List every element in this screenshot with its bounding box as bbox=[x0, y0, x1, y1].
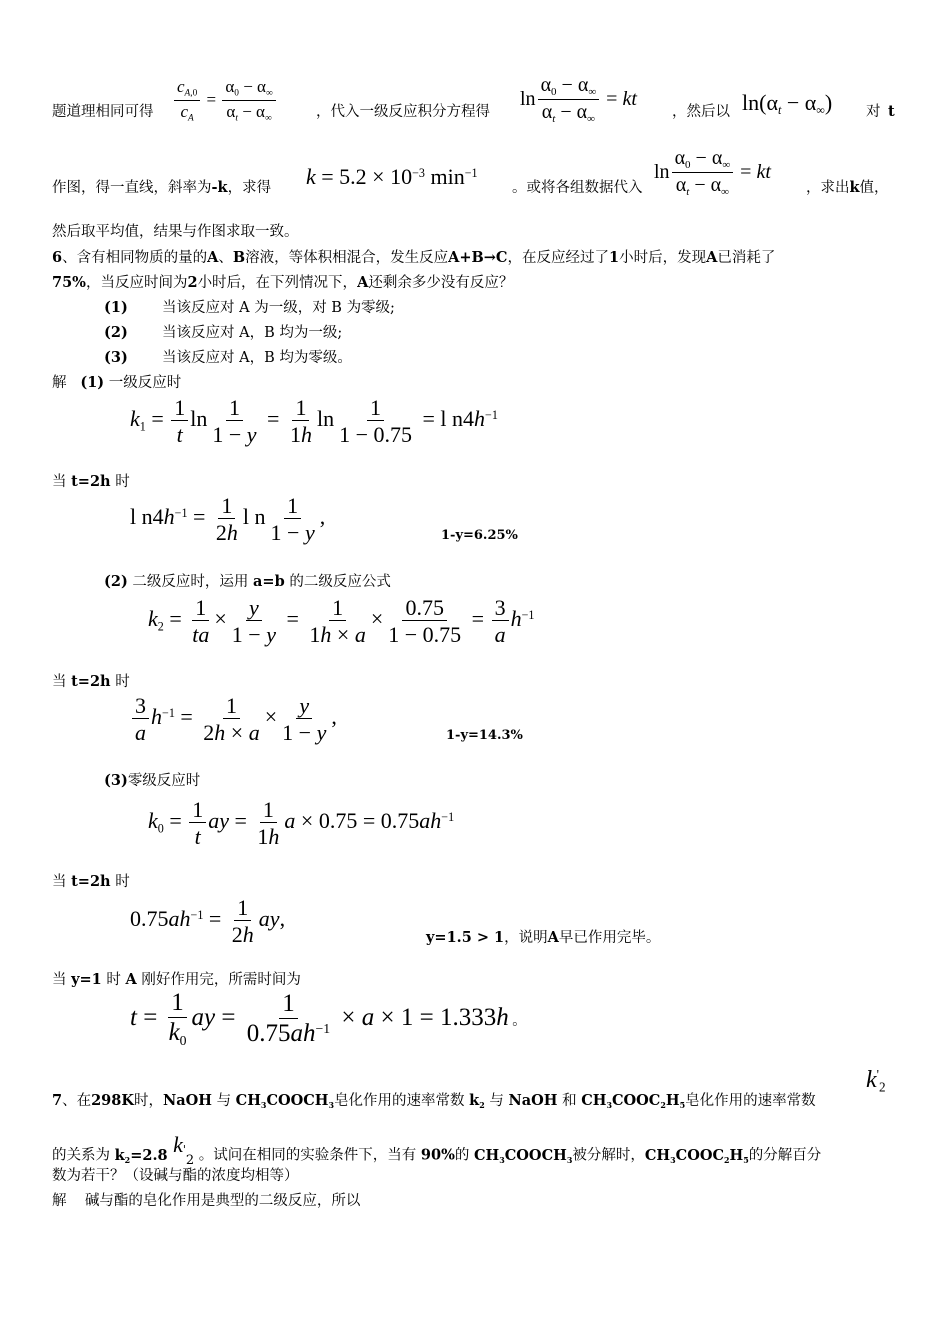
text-line: 作图，得一直线，斜率为-k，求得 bbox=[52, 179, 272, 196]
question-7-cont: 数为若干？（设碱与酯的浓度均相等） bbox=[52, 1168, 299, 1184]
case-text: 当该反应对 A，B 均为零级。 bbox=[162, 350, 352, 366]
case-number: (2) bbox=[104, 324, 128, 341]
equation: $0.75ah^{-1}$ = $\frac{1}{2h}$ ay, bbox=[130, 895, 286, 948]
solution-heading: 解 (1) 一级反应时 bbox=[52, 374, 182, 391]
equation: $k_2$ = $\frac{1}{ta}$ × $\frac{y}{1 - y}$ = $\frac{1}{1h \times a}$ × $\frac{0.75}{1 - 0.75}$ = $\frac{3}{a}$ $h^{-1}$ bbox=[148, 595, 535, 648]
case-number: (1) bbox=[104, 299, 128, 316]
result-line: y=1.5 > 1，说明A早已作用完毕。 bbox=[426, 929, 661, 946]
solution-heading: (3)零级反应时 bbox=[104, 772, 201, 789]
equation: ln $\frac{\alpha_0 - \alpha_\infty}{\alpha_t - \alpha_\infty}$ = kt bbox=[520, 74, 637, 126]
equation: $\frac{3}{a}$ $h^{-1}$ = $\frac{1}{2h \times a}$ × $\frac{y}{1 - y}$ , bbox=[130, 694, 337, 744]
question-6: 6、含有相同物质的量的A、B溶液，等体积相混合，发生反应A+B→C，在反应经过了1小时后，发现A已消耗了 bbox=[52, 249, 776, 266]
text-line: 当 y=1 时 A 刚好作用完，所需时间为 bbox=[52, 971, 301, 988]
equation: l $n4h^{-1}$ = $\frac{1}{2h}$ l n $\frac{1}{1 - y}$ , bbox=[130, 493, 326, 546]
text-line: t bbox=[888, 103, 895, 120]
text-line: 当 t=2h 时 bbox=[52, 673, 130, 690]
case-text: 当该反应对 A 为一级，对 B 为零级; bbox=[162, 300, 395, 316]
text-line: 当 t=2h 时 bbox=[52, 473, 130, 490]
text-line: 然后取平均值，结果与作图求取一致。 bbox=[52, 224, 299, 240]
text-line: 题道理相同可得 bbox=[52, 104, 154, 120]
equation: $k'_2$ bbox=[866, 1067, 886, 1095]
question-6-cont: 75%，当反应时间为2小时后，在下列情况下，A还剩余多少没有反应？ bbox=[52, 274, 514, 291]
text-line: 。或将各组数据代入 bbox=[512, 180, 643, 196]
result-label: 1-y=14.3% bbox=[446, 728, 523, 743]
equation: t = $\frac{1}{k_0}$ ay = $\frac{1}{0.75ah^{-1}}$ × a × 1 = 1.333h 。 bbox=[130, 989, 527, 1049]
result-label: 1-y=6.25% bbox=[441, 528, 518, 543]
question-7-cont: 的关系为 $k_2=2.8$ $k'_2$ 。试问在相同的实验条件下，当有 90%的 $CH_3COOCH_3$被分解时，$CH_3COOC_2H_5$的分解百分 bbox=[52, 1131, 822, 1169]
equation: ln $\frac{\alpha_0 - \alpha_\infty}{\alpha_t - \alpha_\infty}$ = kt bbox=[654, 147, 771, 199]
text-line: ，然后以 bbox=[672, 104, 730, 120]
equation: $k = 5.2 \times 10^{-3}$ $\min^{-1}$ bbox=[306, 164, 478, 189]
equation: $\frac{c_{A,0}}{c_A}$ = $\frac{\alpha_0 - \alpha_\infty}{\alpha_t - \alpha_\infty}$ bbox=[172, 78, 278, 124]
text-line: 当 t=2h 时 bbox=[52, 873, 130, 890]
case-text: 当该反应对 A，B 均为一级; bbox=[162, 325, 343, 341]
equation: $\ln(\alpha_t - \alpha_\infty)$ bbox=[742, 90, 833, 118]
solution-heading: 解 碱与酯的皂化作用是典型的二级反应，所以 bbox=[52, 1193, 361, 1209]
equation: $k_0$ = $\frac{1}{t}$ ay = $\frac{1}{1h}$ $a \times 0.75 = 0.75ah^{-1}$ bbox=[148, 797, 455, 850]
case-number: (3) bbox=[104, 349, 128, 366]
solution-heading: (2) 二级反应时，运用 a=b 的二级反应公式 bbox=[104, 573, 391, 590]
text-line: ，代入一级反应积分方程得 bbox=[316, 104, 490, 120]
text-line: 对 bbox=[866, 104, 881, 120]
question-7: 7、在298K时，NaOH 与 $CH_3COOCH_3$皂化作用的速率常数 $k_2$ 与 NaOH 和 $CH_3COOC_2H_5$皂化作用的速率常数 bbox=[52, 1092, 816, 1110]
text-line: ，求出k值， bbox=[806, 179, 889, 196]
equation: $k_1$ = $\frac{1}{t}$ ln $\frac{1}{1 - y}$ = $\frac{1}{1h}$ ln $\frac{1}{1 - 0.75}$ = l $n4h^{-1}$ bbox=[130, 395, 498, 448]
